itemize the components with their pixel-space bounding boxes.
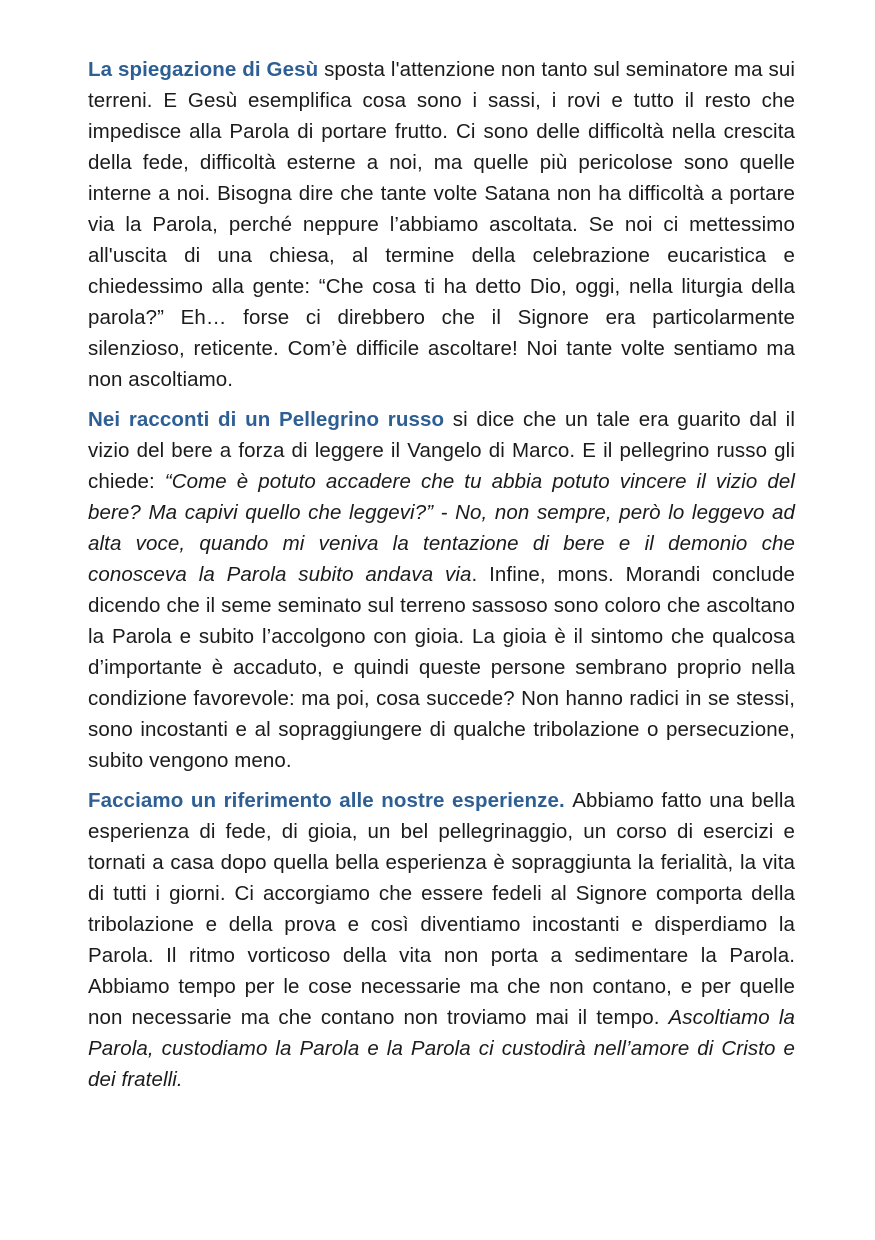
paragraph bbox=[88, 54, 795, 395]
paragraph-lead-in: Nei racconti di un Pellegrino russo bbox=[88, 408, 453, 431]
italic-run: Ascoltiamo la Parola, custodiamo la Parola e la Parola ci custodirà nell’amore di Cristo e dei fratelli. bbox=[88, 1006, 795, 1091]
paragraph-lead-in: La spiegazione di Gesù bbox=[88, 58, 325, 81]
document-text bbox=[88, 54, 795, 1095]
paragraph bbox=[88, 404, 795, 776]
text-run: si dice che un tale era guarito dal il vizio del bere a forza di leggere il Vangelo di Marco. E il pellegrino russo gli chiede: bbox=[88, 408, 795, 493]
italic-run: “Come è potuto accadere che tu abbia potuto vincere il vizio del bere? Ma capivi quello che leggevi?” - No, non sempre, però lo leggevo ad alta voce, quando mi veniva la tentazione di bere e il demonio che conosceva la Parola subito andava via bbox=[88, 470, 795, 586]
text-run: Abbiamo fatto una bella esperienza di fede, di gioia, un bel pellegrinaggio, un corso di esercizi e tornati a casa dopo quella bella esperienza è sopraggiunta la ferialità, la vita di tutti i giorni. Ci accorgiamo che essere fedeli al Signore comporta della tribolazione e della prova e così diventiamo incostanti e disperdiamo la Parola. Il ritmo vorticoso della vita non porta a sedimentare la Parola. Abbiamo tempo per le cose necessarie ma che non contano, e per quelle non necessarie ma che contano non troviamo mai il tempo. bbox=[88, 789, 796, 1029]
text-run: sposta l'attenzione non tanto sul seminatore ma sui terreni. E Gesù esemplifica cosa sono i sassi, i rovi e tutto il resto che impedisce alla Parola di portare frutto. Ci sono delle difficoltà nella crescita della fede, difficoltà esterne a noi, ma quelle più pericolose sono quelle interne a noi. Bisogna dire che tante volte Satana non ha difficoltà a portare via la Parola, perché neppure l’abbiamo ascoltata. Se noi ci mettessimo all'uscita di una chiesa, al termine della celebrazione eucaristica e chiedessimo alla gente: “Che cosa ti ha detto Dio, oggi, nella liturgia della parola?” Eh… forse ci direbbero che il Signore era particolarmente silenzioso, reticente. Com’è difficile ascoltare! Noi tante volte sentiamo ma non ascoltiamo. bbox=[88, 58, 795, 391]
paragraph-lead-in: Facciamo un riferimento alle nostre esperienze. bbox=[88, 789, 573, 812]
paragraph bbox=[88, 785, 795, 1095]
text-run: . Infine, mons. Morandi conclude dicendo che il seme seminato sul terreno sassoso sono coloro che ascoltano la Parola e subito l’accolgono con gioia. La gioia è il sintomo che qualcosa d’importante è accaduto, e quindi queste persone sembrano proprio nella condizione favorevole: ma poi, cosa succede? Non hanno radici in se stessi, sono incostanti e al sopraggiungere di qualche tribolazione o persecuzione, subito vengono meno. bbox=[88, 563, 796, 772]
